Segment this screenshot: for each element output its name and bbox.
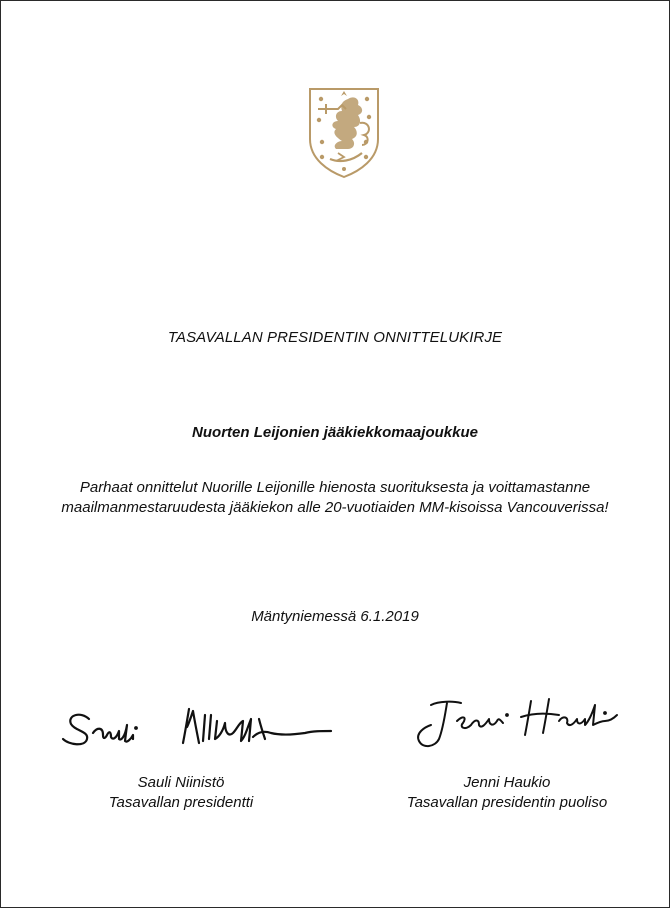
message-line: Parhaat onnittelut Nuorille Leijonille hienosta suorituksesta ja voittamastanne [79,479,591,496]
message-line: maailmanmestaruudesta jääkiekon alle 20-vuotiaiden MM-kisoissa Vancouverissa! [61,499,609,516]
signature-sauli-niinisto-icon [59,697,339,753]
place-and-date: Mäntyniemessä 6.1.2019 [251,608,419,625]
signatory-title: Tasavallan presidentin puoliso [406,794,608,811]
signatory-title: Tasavallan presidentti [108,794,254,811]
signatory-name: Jenni Haukio [463,774,551,791]
coat-of-arms-icon [308,87,380,179]
recipient-name: Nuorten Leijonien jääkiekkomaajoukkue [192,424,478,441]
signatory-right [377,773,637,813]
signatory-left [51,773,311,813]
congratulation-message [1,478,669,518]
letter-heading: TASAVALLAN PRESIDENTIN ONNITTELUKIRJE [167,329,503,346]
signatory-name: Sauli Niinistö [137,774,225,791]
signature-jenni-haukio-icon [409,691,623,753]
